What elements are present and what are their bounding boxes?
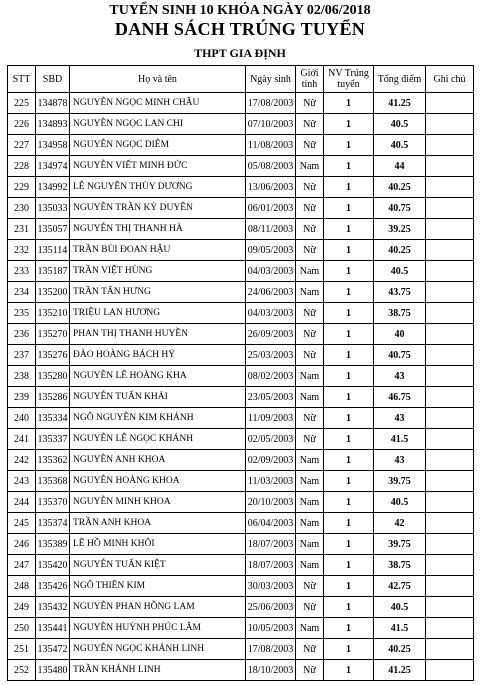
cell-stt: 244	[8, 492, 36, 513]
col-header-gender: Giới tính	[296, 66, 324, 93]
cell-score: 38.75	[374, 303, 426, 324]
table-row	[8, 576, 474, 597]
cell-name: NGÔ NGUYỄN KIM KHÁNH	[70, 408, 246, 429]
cell-sbd: 135374	[36, 513, 70, 534]
cell-dob: 07/10/2003	[246, 114, 296, 135]
cell-sbd: 135432	[36, 597, 70, 618]
cell-gender: Nữ	[296, 429, 324, 450]
cell-stt: 227	[8, 135, 36, 156]
cell-dob: 23/05/2003	[246, 387, 296, 408]
table-row	[8, 492, 474, 513]
cell-nv: 1	[324, 408, 374, 429]
cell-name: NGUYỄN TUẤN KHẢI	[70, 387, 246, 408]
cell-sbd: 135334	[36, 408, 70, 429]
cell-score: 41.5	[374, 618, 426, 639]
cell-dob: 26/09/2003	[246, 324, 296, 345]
cell-score: 42	[374, 513, 426, 534]
cell-score: 39.75	[374, 534, 426, 555]
cell-dob: 05/08/2003	[246, 156, 296, 177]
col-header-stt: STT	[8, 66, 36, 93]
cell-note	[426, 660, 474, 681]
cell-score: 40.75	[374, 345, 426, 366]
cell-nv: 1	[324, 429, 374, 450]
exam-title: TUYỂN SINH 10 KHÓA NGÀY 02/06/2018	[109, 3, 371, 18]
cell-sbd: 135210	[36, 303, 70, 324]
cell-sbd: 135362	[36, 450, 70, 471]
cell-note	[426, 597, 474, 618]
table-row	[8, 597, 474, 618]
cell-stt: 226	[8, 114, 36, 135]
cell-sbd: 135057	[36, 219, 70, 240]
cell-sbd: 135200	[36, 282, 70, 303]
cell-name: NGUYỄN PHAN HỒNG LAM	[70, 597, 246, 618]
cell-stt: 249	[8, 597, 36, 618]
cell-note	[426, 408, 474, 429]
cell-score: 39.25	[374, 219, 426, 240]
cell-sbd: 135370	[36, 492, 70, 513]
cell-dob: 17/08/2003	[246, 93, 296, 114]
cell-nv: 1	[324, 576, 374, 597]
cell-name: NGUYỄN MINH KHOA	[70, 492, 246, 513]
cell-dob: 06/04/2003	[246, 513, 296, 534]
table-row	[8, 261, 474, 282]
cell-gender: Nam	[296, 366, 324, 387]
school-name: THPT GIA ĐỊNH	[194, 46, 286, 60]
cell-nv: 1	[324, 450, 374, 471]
table-row	[8, 282, 474, 303]
cell-stt: 245	[8, 513, 36, 534]
cell-score: 39.75	[374, 471, 426, 492]
cell-score: 40.25	[374, 240, 426, 261]
col-header-note: Ghi chú	[426, 66, 474, 93]
cell-dob: 13/06/2003	[246, 177, 296, 198]
cell-stt: 225	[8, 93, 36, 114]
cell-score: 44	[374, 156, 426, 177]
cell-dob: 04/03/2003	[246, 261, 296, 282]
table-row	[8, 345, 474, 366]
cell-nv: 1	[324, 387, 374, 408]
cell-note	[426, 492, 474, 513]
cell-score: 40.5	[374, 135, 426, 156]
cell-score: 43.75	[374, 282, 426, 303]
cell-note	[426, 93, 474, 114]
cell-sbd: 134958	[36, 135, 70, 156]
cell-dob: 02/09/2003	[246, 450, 296, 471]
cell-note	[426, 240, 474, 261]
cell-nv: 1	[324, 198, 374, 219]
cell-stt: 243	[8, 471, 36, 492]
cell-score: 40.25	[374, 639, 426, 660]
cell-note	[426, 219, 474, 240]
cell-stt: 240	[8, 408, 36, 429]
cell-note	[426, 534, 474, 555]
cell-gender: Nam	[296, 555, 324, 576]
cell-dob: 08/02/2003	[246, 366, 296, 387]
cell-stt: 229	[8, 177, 36, 198]
col-header-dob: Ngày sinh	[246, 66, 296, 93]
cell-score: 40.5	[374, 114, 426, 135]
cell-stt: 235	[8, 303, 36, 324]
table-row	[8, 429, 474, 450]
cell-score: 40.5	[374, 261, 426, 282]
cell-gender: Nam	[296, 618, 324, 639]
cell-gender: Nữ	[296, 135, 324, 156]
cell-note	[426, 114, 474, 135]
cell-gender: Nữ	[296, 303, 324, 324]
col-header-sbd: SBD	[36, 66, 70, 93]
cell-gender: Nam	[296, 261, 324, 282]
cell-sbd: 135276	[36, 345, 70, 366]
cell-nv: 1	[324, 534, 374, 555]
cell-note	[426, 156, 474, 177]
cell-sbd: 135187	[36, 261, 70, 282]
admission-table	[7, 65, 474, 681]
cell-gender: Nữ	[296, 639, 324, 660]
cell-gender: Nam	[296, 471, 324, 492]
cell-dob: 06/01/2003	[246, 198, 296, 219]
cell-sbd: 134974	[36, 156, 70, 177]
table-row	[8, 639, 474, 660]
cell-stt: 241	[8, 429, 36, 450]
cell-note	[426, 345, 474, 366]
cell-nv: 1	[324, 156, 374, 177]
cell-sbd: 134893	[36, 114, 70, 135]
cell-note	[426, 261, 474, 282]
cell-note	[426, 303, 474, 324]
cell-gender: Nữ	[296, 345, 324, 366]
cell-stt: 247	[8, 555, 36, 576]
cell-gender: Nữ	[296, 576, 324, 597]
cell-stt: 250	[8, 618, 36, 639]
cell-dob: 11/09/2003	[246, 408, 296, 429]
table-row	[8, 114, 474, 135]
cell-sbd: 134878	[36, 93, 70, 114]
col-header-name: Họ và tên	[70, 66, 246, 93]
cell-name: NGÔ THIÊN KIM	[70, 576, 246, 597]
cell-nv: 1	[324, 114, 374, 135]
table-header-row	[8, 66, 474, 93]
cell-score: 41.25	[374, 660, 426, 681]
cell-name: TRẦN TẤN HƯNG	[70, 282, 246, 303]
cell-dob: 02/05/2003	[246, 429, 296, 450]
cell-score: 40.25	[374, 177, 426, 198]
cell-note	[426, 387, 474, 408]
cell-name: NGUYỄN NGỌC KHÁNH LINH	[70, 639, 246, 660]
table-row	[8, 324, 474, 345]
col-header-score: Tổng điểm	[374, 66, 426, 93]
cell-name: TRẦN BÙI ĐOAN HẬU	[70, 240, 246, 261]
cell-dob: 08/11/2003	[246, 219, 296, 240]
cell-stt: 238	[8, 366, 36, 387]
cell-nv: 1	[324, 93, 374, 114]
cell-stt: 232	[8, 240, 36, 261]
cell-note	[426, 135, 474, 156]
cell-stt: 242	[8, 450, 36, 471]
cell-name: NGUYỄN NGỌC DIỄM	[70, 135, 246, 156]
table-row	[8, 555, 474, 576]
cell-gender: Nam	[296, 156, 324, 177]
cell-score: 40	[374, 324, 426, 345]
cell-sbd: 134992	[36, 177, 70, 198]
cell-dob: 18/10/2003	[246, 660, 296, 681]
cell-stt: 237	[8, 345, 36, 366]
table-row	[8, 93, 474, 114]
cell-name: NGUYỄN HUỲNH PHÚC LÂM	[70, 618, 246, 639]
cell-name: TRIỆU LAN HƯƠNG	[70, 303, 246, 324]
cell-sbd: 135420	[36, 555, 70, 576]
cell-nv: 1	[324, 639, 374, 660]
cell-name: NGUYỄN LÊ NGỌC KHÁNH	[70, 429, 246, 450]
cell-name: NGUYỄN NGỌC LAN CHI	[70, 114, 246, 135]
cell-name: TRẦN KHÁNH LINH	[70, 660, 246, 681]
cell-sbd: 135286	[36, 387, 70, 408]
cell-name: NGUYỄN NGỌC MINH CHÂU	[70, 93, 246, 114]
cell-name: NGUYỄN THỊ THANH HÀ	[70, 219, 246, 240]
cell-score: 46.75	[374, 387, 426, 408]
cell-stt: 233	[8, 261, 36, 282]
list-title: DANH SÁCH TRÚNG TUYỂN	[114, 19, 366, 39]
cell-name: ĐÀO HOÀNG BÁCH HỶ	[70, 345, 246, 366]
cell-gender: Nam	[296, 450, 324, 471]
cell-nv: 1	[324, 177, 374, 198]
cell-gender: Nữ	[296, 93, 324, 114]
cell-nv: 1	[324, 492, 374, 513]
cell-dob: 09/05/2003	[246, 240, 296, 261]
cell-score: 38.75	[374, 555, 426, 576]
cell-dob: 10/05/2003	[246, 618, 296, 639]
cell-score: 40.5	[374, 492, 426, 513]
cell-name: NGUYỄN TUẤN KIỆT	[70, 555, 246, 576]
table-row	[8, 450, 474, 471]
cell-nv: 1	[324, 261, 374, 282]
table-row	[8, 534, 474, 555]
table-row	[8, 156, 474, 177]
cell-sbd: 135368	[36, 471, 70, 492]
cell-name: NGUYỄN TRẦN KỲ DUYÊN	[70, 198, 246, 219]
cell-score: 43	[374, 366, 426, 387]
cell-note	[426, 639, 474, 660]
cell-nv: 1	[324, 597, 374, 618]
cell-gender: Nữ	[296, 597, 324, 618]
cell-dob: 11/03/2003	[246, 471, 296, 492]
table-row	[8, 387, 474, 408]
cell-stt: 252	[8, 660, 36, 681]
cell-score: 41.25	[374, 93, 426, 114]
cell-nv: 1	[324, 618, 374, 639]
cell-name: NGUYỄN ANH KHOA	[70, 450, 246, 471]
cell-stt: 234	[8, 282, 36, 303]
cell-stt: 231	[8, 219, 36, 240]
cell-sbd: 135033	[36, 198, 70, 219]
cell-stt: 251	[8, 639, 36, 660]
cell-gender: Nữ	[296, 198, 324, 219]
cell-stt: 246	[8, 534, 36, 555]
cell-nv: 1	[324, 219, 374, 240]
cell-nv: 1	[324, 324, 374, 345]
cell-score: 40.75	[374, 198, 426, 219]
cell-gender: Nam	[296, 513, 324, 534]
cell-gender: Nam	[296, 534, 324, 555]
cell-nv: 1	[324, 513, 374, 534]
cell-note	[426, 324, 474, 345]
cell-name: LÊ NGUYỄN THÙY DƯƠNG	[70, 177, 246, 198]
table-row	[8, 660, 474, 681]
cell-note	[426, 471, 474, 492]
cell-sbd: 135280	[36, 366, 70, 387]
cell-nv: 1	[324, 471, 374, 492]
cell-note	[426, 177, 474, 198]
cell-sbd: 135441	[36, 618, 70, 639]
table-row	[8, 240, 474, 261]
cell-score: 42.75	[374, 576, 426, 597]
cell-gender: Nữ	[296, 219, 324, 240]
cell-dob: 20/10/2003	[246, 492, 296, 513]
cell-gender: Nữ	[296, 240, 324, 261]
cell-note	[426, 450, 474, 471]
cell-sbd: 135337	[36, 429, 70, 450]
cell-dob: 24/06/2003	[246, 282, 296, 303]
cell-stt: 236	[8, 324, 36, 345]
cell-sbd: 135270	[36, 324, 70, 345]
cell-name: NGUYỄN LÊ HOÀNG KHA	[70, 366, 246, 387]
cell-note	[426, 576, 474, 597]
cell-dob: 18/07/2003	[246, 534, 296, 555]
cell-note	[426, 555, 474, 576]
table-row	[8, 219, 474, 240]
cell-nv: 1	[324, 135, 374, 156]
cell-name: PHAN THỊ THANH HUYỀN	[70, 324, 246, 345]
cell-note	[426, 198, 474, 219]
table-row	[8, 303, 474, 324]
cell-nv: 1	[324, 555, 374, 576]
cell-stt: 228	[8, 156, 36, 177]
cell-name: TRẦN VIỆT HÙNG	[70, 261, 246, 282]
table-row	[8, 366, 474, 387]
cell-gender: Nam	[296, 282, 324, 303]
cell-nv: 1	[324, 660, 374, 681]
cell-note	[426, 366, 474, 387]
cell-score: 40.5	[374, 597, 426, 618]
cell-dob: 30/03/2003	[246, 576, 296, 597]
cell-score: 41.5	[374, 429, 426, 450]
cell-note	[426, 618, 474, 639]
cell-stt: 239	[8, 387, 36, 408]
cell-dob: 04/03/2003	[246, 303, 296, 324]
cell-dob: 11/08/2003	[246, 135, 296, 156]
cell-gender: Nữ	[296, 324, 324, 345]
cell-name: NGUYỄN VIẾT MINH ĐỨC	[70, 156, 246, 177]
table-row	[8, 618, 474, 639]
cell-gender: Nữ	[296, 408, 324, 429]
table-row	[8, 198, 474, 219]
cell-nv: 1	[324, 303, 374, 324]
table-row	[8, 513, 474, 534]
cell-sbd: 135472	[36, 639, 70, 660]
cell-gender: Nam	[296, 387, 324, 408]
cell-dob: 25/06/2003	[246, 597, 296, 618]
cell-note	[426, 429, 474, 450]
cell-dob: 18/07/2003	[246, 555, 296, 576]
cell-gender: Nữ	[296, 660, 324, 681]
cell-name: TRẦN ANH KHOA	[70, 513, 246, 534]
cell-score: 43	[374, 408, 426, 429]
cell-name: LÊ HỒ MINH KHÔI	[70, 534, 246, 555]
table-row	[8, 471, 474, 492]
cell-note	[426, 282, 474, 303]
cell-sbd: 135114	[36, 240, 70, 261]
cell-sbd: 135389	[36, 534, 70, 555]
cell-gender: Nữ	[296, 114, 324, 135]
cell-score: 43	[374, 450, 426, 471]
cell-sbd: 135426	[36, 576, 70, 597]
cell-sbd: 135480	[36, 660, 70, 681]
cell-gender: Nam	[296, 492, 324, 513]
cell-dob: 25/03/2003	[246, 345, 296, 366]
cell-name: NGUYỄN HOÀNG KHOA	[70, 471, 246, 492]
cell-stt: 230	[8, 198, 36, 219]
cell-nv: 1	[324, 366, 374, 387]
cell-dob: 17/08/2003	[246, 639, 296, 660]
cell-nv: 1	[324, 345, 374, 366]
table-row	[8, 135, 474, 156]
table-row	[8, 177, 474, 198]
cell-note	[426, 513, 474, 534]
table-row	[8, 408, 474, 429]
cell-gender: Nữ	[296, 177, 324, 198]
cell-stt: 248	[8, 576, 36, 597]
cell-nv: 1	[324, 240, 374, 261]
col-header-nv: NV Trúng tuyển	[324, 66, 374, 93]
cell-nv: 1	[324, 282, 374, 303]
